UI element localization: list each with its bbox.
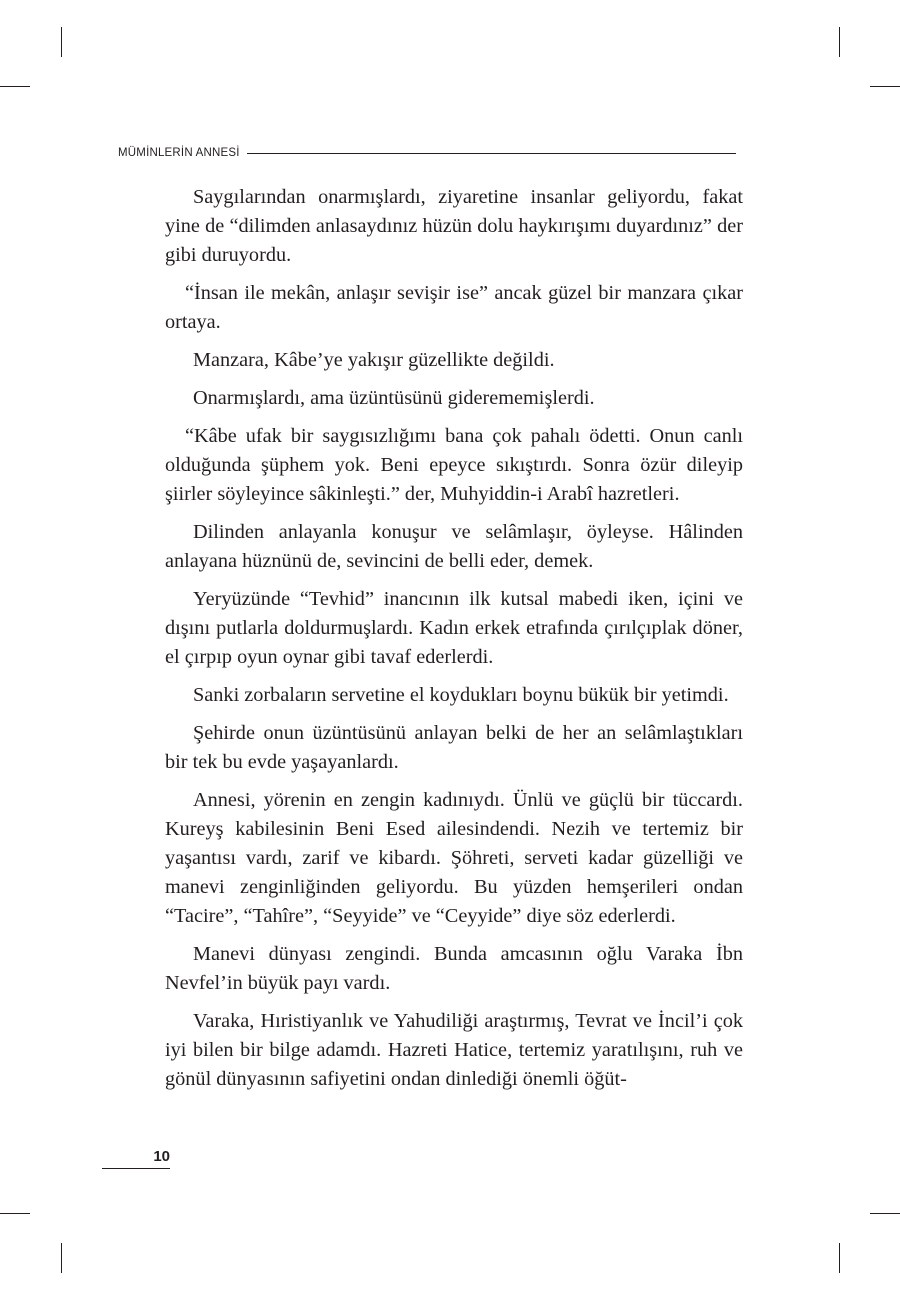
paragraph: Dilinden anlayanla konuşur ve selâmlaşır, öyleyse. Hâlinden anlayana hüznünü de, sevincini de belli eder, demek. xyxy=(165,521,743,572)
crop-mark-top-left-horizontal xyxy=(0,86,30,87)
running-head xyxy=(118,147,736,159)
running-head-rule xyxy=(247,153,736,154)
paragraph: Şehirde onun üzüntüsünü anlayan belki de her an selâmlaştıkları bir tek bu evde yaşayanlardı. xyxy=(165,722,743,773)
paragraph: Onarmışlardı, ama üzüntüsünü giderememişlerdi. xyxy=(193,387,595,409)
paragraph: Manevi dünyası zengindi. Bunda amcasının oğlu Varaka İbn Nevfel’in büyük payı vardı. xyxy=(165,943,743,994)
page-number: 10 xyxy=(102,1146,170,1169)
crop-mark-bottom-right xyxy=(839,1243,840,1273)
paragraph: Sanki zorbaların servetine el koydukları boynu bükük bir yetimdi. xyxy=(193,684,729,706)
crop-mark-bottom-right-horizontal xyxy=(870,1213,900,1214)
paragraph: “İnsan ile mekân, anlaşır sevişir ise” ancak güzel bir manzara çıkar ortaya. xyxy=(165,282,743,333)
paragraph: Saygılarından onarmışlardı, ziyaretine insanlar geliyordu, fakat yine de “dilimden anlasaydınız hüzün dolu haykırışımı duyardınız” der gibi duruyordu. xyxy=(165,186,743,266)
crop-mark-bottom-left xyxy=(61,1243,62,1273)
paragraph: “Kâbe ufak bir saygısızlığımı bana çok pahalı ödetti. Onun canlı olduğunda şüphem yok. Beni epeyce sıkıştırdı. Sonra özür dileyip şiirler söyleyince sâkinleşti.” der, Muhyiddin-i Arabî hazretleri. xyxy=(165,425,743,505)
running-head-title: MÜMİNLERİN ANNESİ xyxy=(118,147,240,159)
body-text xyxy=(165,183,743,1103)
paragraph: Annesi, yörenin en zengin kadınıydı. Ünlü ve güçlü bir tüccardı. Kureyş kabilesinin Beni Esed ailesindendi. Nezih ve tertemiz bir yaşantısı vardı, zarif ve kibardı. Şöhreti, serveti kadar güzelliği ve manevi zenginliğinden geliyordu. Bu yüzden hemşerileri ondan “Tacire”, “Tahîre”, “Seyyide” ve “Ceyyide” diye söz ederlerdi. xyxy=(165,789,743,927)
crop-mark-top-right xyxy=(839,27,840,57)
crop-mark-top-left xyxy=(61,27,62,57)
paragraph: Yeryüzünde “Tevhid” inancının ilk kutsal mabedi iken, içini ve dışını putlarla doldurmuşlardı. Kadın erkek etrafında çırılçıplak döner, el çırpıp oyun oynar gibi tavaf ederlerdi. xyxy=(165,588,743,668)
paragraph: Manzara, Kâbe’ye yakışır güzellikte değildi. xyxy=(193,349,555,371)
paragraph: Varaka, Hıristiyanlık ve Yahudiliği araştırmış, Tevrat ve İncil’i çok iyi bilen bir bilge adamdı. Hazreti Hatice, tertemiz yaratılışını, ruh ve gönül dünyasının safiyetini ondan dinlediği önemli öğüt- xyxy=(165,1010,743,1090)
crop-mark-top-right-horizontal xyxy=(870,86,900,87)
crop-mark-bottom-left-horizontal xyxy=(0,1213,30,1214)
